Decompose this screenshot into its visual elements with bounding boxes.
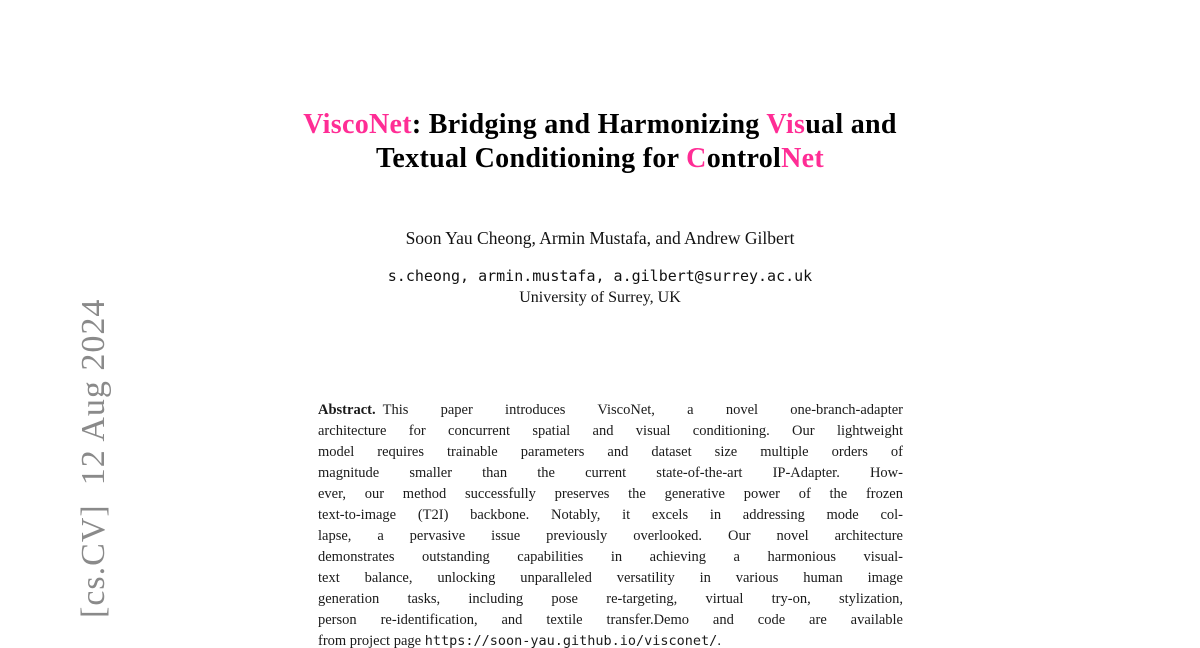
title-text-ontrol: ontrol (706, 143, 782, 174)
project-page-link[interactable]: https://soon-yau.github.io/visconet/ (424, 633, 718, 648)
title-accent-net: Net (781, 143, 824, 174)
abstract-line: generation tasks, including pose re-targeting, virtual try-on, stylization, (318, 591, 903, 607)
abstract-line: text-to-image (T2I) backbone. Notably, it excels in addressing mode col- (318, 507, 903, 523)
arxiv-watermark (31, 299, 157, 648)
title-accent-c: C (686, 143, 707, 174)
abstract-block (318, 400, 903, 648)
author-names: Soon Yau Cheong, Armin Mustafa, and Andrew Gilbert (405, 228, 795, 248)
abstract-line: magnitude smaller than the current state-of-the-art IP-Adapter. How- (318, 465, 903, 481)
abstract-line (318, 400, 903, 421)
title-text-ual-and: ual and (805, 109, 897, 140)
abstract-label: Abstract. (318, 402, 376, 418)
title-text-line2: Textual Conditioning for (376, 143, 687, 174)
abstract-line: lapse, a pervasive issue previously overlooked. Our novel architecture (318, 528, 903, 544)
abstract-lastline-period: . (717, 633, 721, 648)
paper-title (0, 108, 1200, 176)
abstract-line: person re-identification, and textile transfer.Demo and code are available (318, 612, 903, 628)
title-accent-visconet: ViscoNet (303, 109, 412, 140)
abstract-line1-text: This paper introduces ViscoNet, a novel one-branch-adapter (382, 402, 903, 418)
abstract-line: demonstrates outstanding capabilities in achieving a harmonious visual- (318, 549, 903, 565)
abstract-lastline-pre: from project page (318, 633, 425, 648)
affiliation: University of Surrey, UK (519, 289, 681, 306)
abstract-line: architecture for concurrent spatial and visual conditioning. Our lightweight (318, 423, 903, 439)
abstract-line: ever, our method successfully preserves the generative power of the frozen (318, 486, 903, 502)
abstract-line: text balance, unlocking unparalleled versatility in various human image (318, 570, 903, 586)
abstract-last-line (318, 631, 903, 648)
arxiv-watermark-text: [cs.CV] 12 Aug 2024 (75, 298, 112, 618)
title-text-mid1: : Bridging and Harmonizing (411, 109, 767, 140)
title-accent-vis: Vis (766, 109, 806, 140)
author-emails: s.cheong, armin.mustafa, a.gilbert@surrey.ac.uk (387, 267, 813, 285)
abstract-line: model requires trainable parameters and dataset size multiple orders of (318, 444, 903, 460)
